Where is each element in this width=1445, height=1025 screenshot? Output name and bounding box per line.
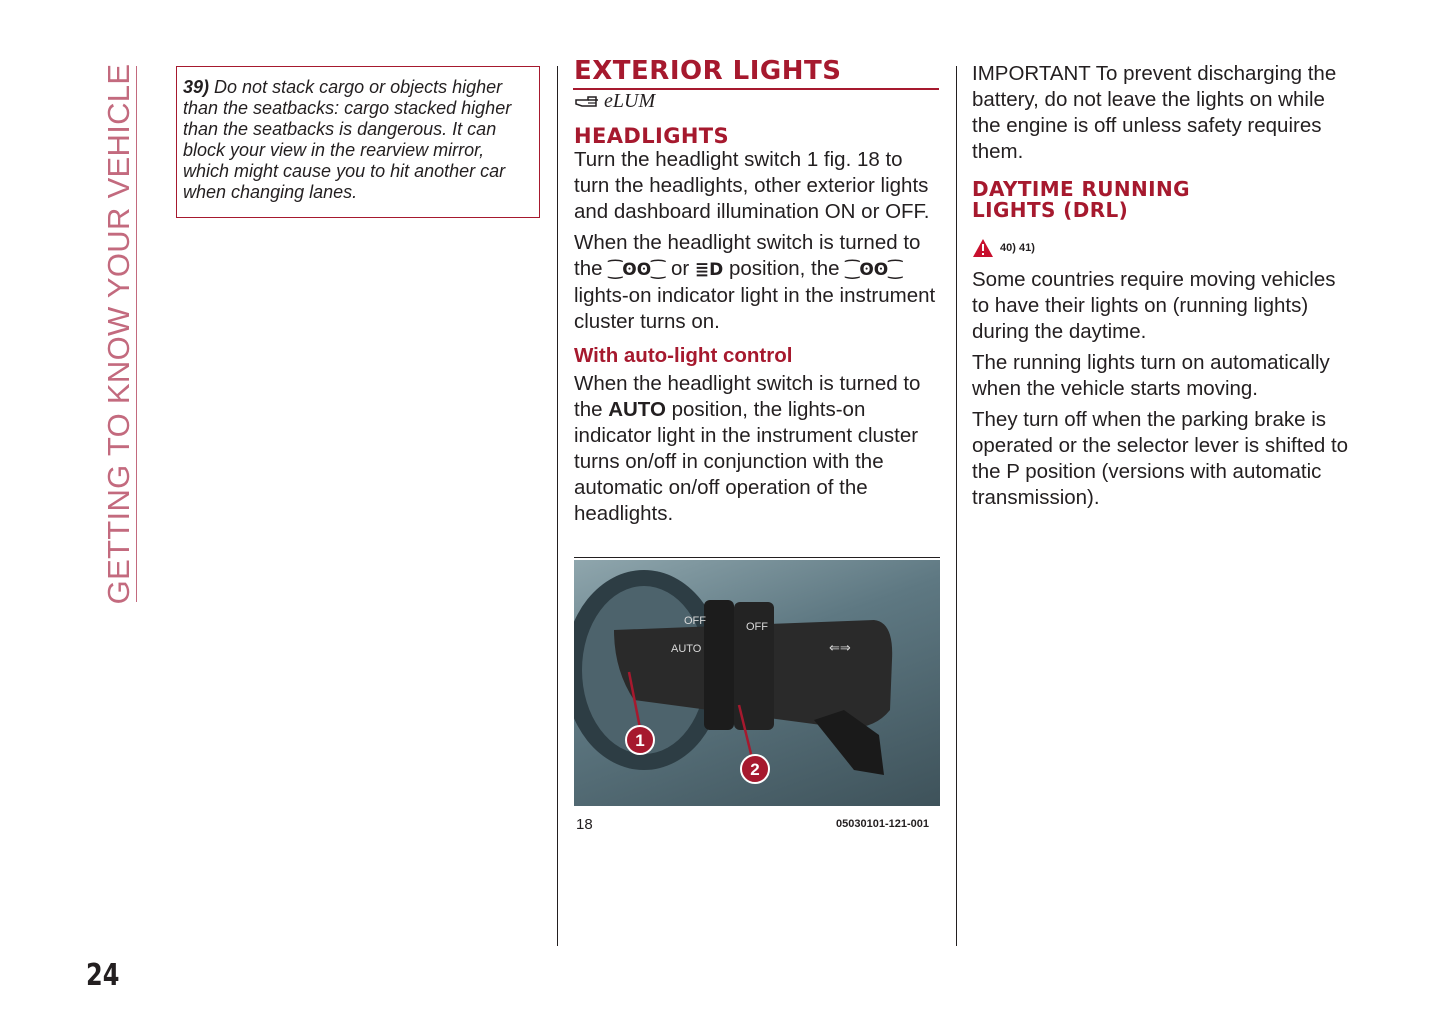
auto-light-heading: With auto-light control (574, 344, 793, 367)
sidebar-title: GETTING TO KNOW YOUR VEHICLE (101, 63, 136, 605)
low-beam-icon: ≣D (694, 260, 724, 280)
svg-text:OFF: OFF (746, 621, 768, 633)
callout-1: 1 (635, 731, 645, 750)
column-divider-2 (956, 66, 957, 946)
title-underline (573, 88, 939, 90)
auto-light-paragraph: When the headlight switch is turned to the AUTO position, the lights-on indicator light in the instrument cluster turns on/off in conjunction with the automatic on/off operation of the headlights. (574, 372, 921, 525)
section-title: EXTERIOR LIGHTS (574, 56, 842, 86)
sidebar-rule (136, 66, 137, 602)
headlights-heading: HEADLIGHTS (574, 124, 730, 148)
svg-text:OFF: OFF (684, 615, 706, 627)
headlights-paragraph-2: When the headlight switch is turned to the ⁐ʘʘ⁐ or ≣D position, the ⁐ʘʘ⁐ lights-on indicator light in the instrument cluster turns on. (574, 231, 936, 333)
pointing-hand-icon (574, 90, 602, 112)
warning-triangle-icon (972, 238, 994, 258)
page-number: 24 (86, 958, 120, 993)
drl-heading: DAYTIME RUNNING LIGHTS (DRL) (972, 177, 1190, 222)
headlight-switch-photo (574, 560, 940, 806)
headlights-paragraph-1: Turn the headlight switch 1 fig. 18 to turn the headlights, other exterior lights and dashboard illumination ON or OFF. (574, 148, 930, 223)
parking-lights-icon-2: ⁐ʘʘ⁐ (845, 260, 903, 280)
column-divider-1 (557, 66, 558, 946)
figure-code: 05030101-121-001 (836, 818, 929, 830)
figure-number: 18 (576, 816, 593, 833)
section-icon: eLUM (574, 84, 940, 118)
drl-paragraph-1: Some countries require moving vehicles to have their lights on (running lights) during the daytime. (972, 268, 1336, 343)
important-paragraph: IMPORTANT To prevent discharging the battery, do not leave the lights on while the engine is off unless safety requires them. (972, 62, 1337, 163)
svg-text:AUTO: AUTO (671, 643, 702, 655)
drl-paragraph-2: The running lights turn on automatically when the vehicle starts moving. (972, 351, 1330, 400)
right-column (972, 61, 1352, 516)
svg-text:⇐⇒: ⇐⇒ (829, 641, 851, 656)
note-text: Do not stack cargo or objects higher than the seatbacks: cargo stacked higher than the seatbacks is dangerous. It can block your view in the rearview mirror, which might cause you to hit another car when changing lanes. (183, 77, 512, 202)
headlight-stalk-illustration (574, 560, 940, 806)
middle-column (574, 58, 940, 532)
note-box (176, 66, 540, 218)
warning-reference: 40) 41) (972, 235, 1352, 261)
drl-paragraph-3: They turn off when the parking brake is operated or the selector lever is shifted to the P position (versions with automatic transmission). (972, 408, 1349, 509)
callout-2: 2 (750, 760, 760, 779)
figure-top-rule (574, 557, 940, 558)
parking-lights-icon: ⁐ʘʘ⁐ (608, 260, 666, 280)
note-number: 39) (183, 77, 210, 97)
